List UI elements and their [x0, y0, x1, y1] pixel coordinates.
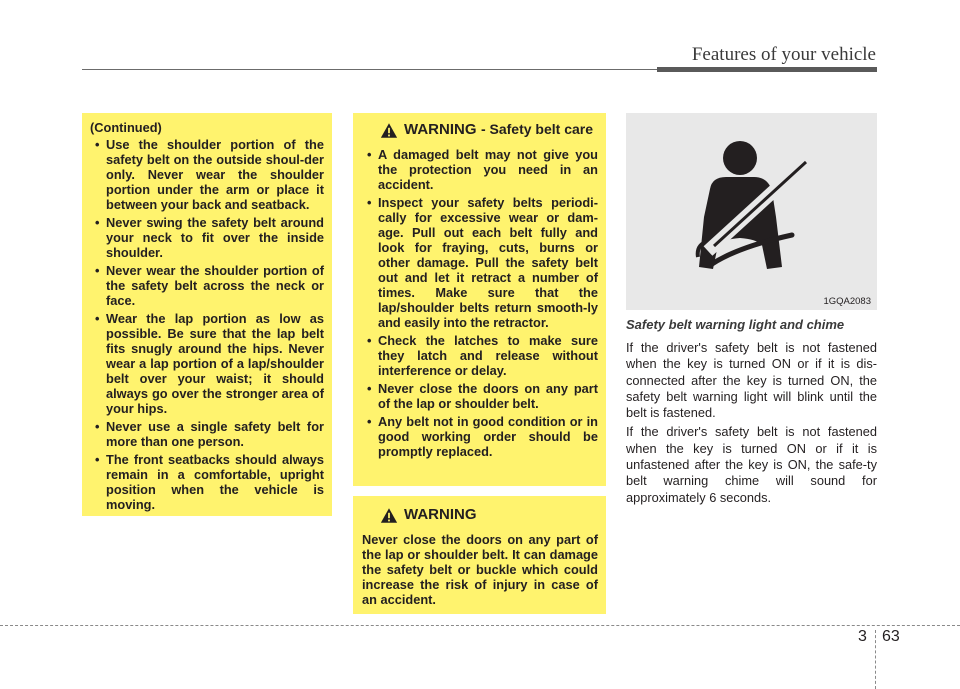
warning-doors-text: Never close the doors on any part of the lap or shoulder belt. It can damage the safety belt or buckle which could increase the risk of injury in case of an accident.	[362, 532, 598, 607]
warning-label: WARNING	[404, 506, 477, 523]
paragraph: If the driver's safety belt is not fastened when the key is turned ON or if it is dis-connected after the key is turned ON, the safety belt warning light will blink until the belt is fastened.	[626, 340, 877, 421]
warning-doors-box	[353, 496, 606, 614]
warning-triangle-icon	[380, 507, 398, 524]
list-item: • Never wear the shoulder portion of the safety belt across the neck or face.	[90, 263, 324, 308]
chime-section	[626, 317, 877, 506]
chapter-number: 3	[858, 628, 867, 645]
list-item: • Any belt not in good condition or in good working order should be promptly replaced.	[362, 414, 598, 459]
continued-bullet-list	[90, 137, 324, 512]
section-heading: Safety belt warning light and chime	[626, 317, 845, 332]
list-item: • Never use a single safety belt for more than one person.	[90, 419, 324, 449]
page-header-title: Features of your vehicle	[691, 44, 876, 65]
list-item: • Use the shoulder portion of the safety belt on the outside shoul-der only. Never wear the shoulder portion under the arm or place it between your back and seatback.	[90, 137, 324, 212]
warning-triangle-icon	[380, 122, 398, 139]
warning-heading	[362, 121, 598, 139]
warning-heading	[362, 506, 598, 524]
list-item: • Inspect your safety belts periodi-cally for excessive wear or dam-age. Pull out each belt fully and look for fraying, cuts, burns or other damage. Pull the safety belt out and let it retract a number of times. Make sure that the lap/shoulder belts return smooth-ly and easily into the retractor.	[362, 195, 598, 330]
list-item: • Never close the doors on any part of the lap or shoulder belt.	[362, 381, 598, 411]
list-item: • Never swing the safety belt around your neck to fit over the inside shoulder.	[90, 215, 324, 260]
seatbelt-figure	[626, 113, 877, 310]
list-item: • A damaged belt may not give you the protection you need in an accident.	[362, 147, 598, 192]
belt-care-bullet-list	[362, 147, 598, 459]
warning-label: WARNING	[404, 121, 477, 138]
seatbelt-warning-icon	[626, 113, 877, 310]
continued-caution-box	[82, 113, 332, 516]
warning-belt-care-box	[353, 113, 606, 486]
paragraph: If the driver's safety belt is not fastened when the key is turned ON or if it is unfastened after the key is ON, the safe-ty belt warning chime will sound for approximately 6 seconds.	[626, 424, 877, 505]
list-item: • Check the latches to make sure they latch and release without interference or delay.	[362, 333, 598, 378]
page-number: 63	[882, 628, 900, 645]
header-rule-accent	[657, 67, 877, 72]
continued-label: (Continued)	[90, 120, 162, 135]
list-item: • The front seatbacks should always remain in a comfortable, upright position when the vehicle is moving.	[90, 452, 324, 512]
warning-subheading: - Safety belt care	[480, 121, 594, 137]
footer-rule	[0, 625, 960, 626]
figure-caption: 1GQA2083	[823, 296, 871, 307]
page-number-separator	[875, 630, 876, 689]
list-item: • Wear the lap portion as low as possible. Be sure that the lap belt fits snugly around the hips. Never wear a lap portion of a lap/shoulder belt over your waist; it should always go over the stronger area of your hips.	[90, 311, 324, 416]
